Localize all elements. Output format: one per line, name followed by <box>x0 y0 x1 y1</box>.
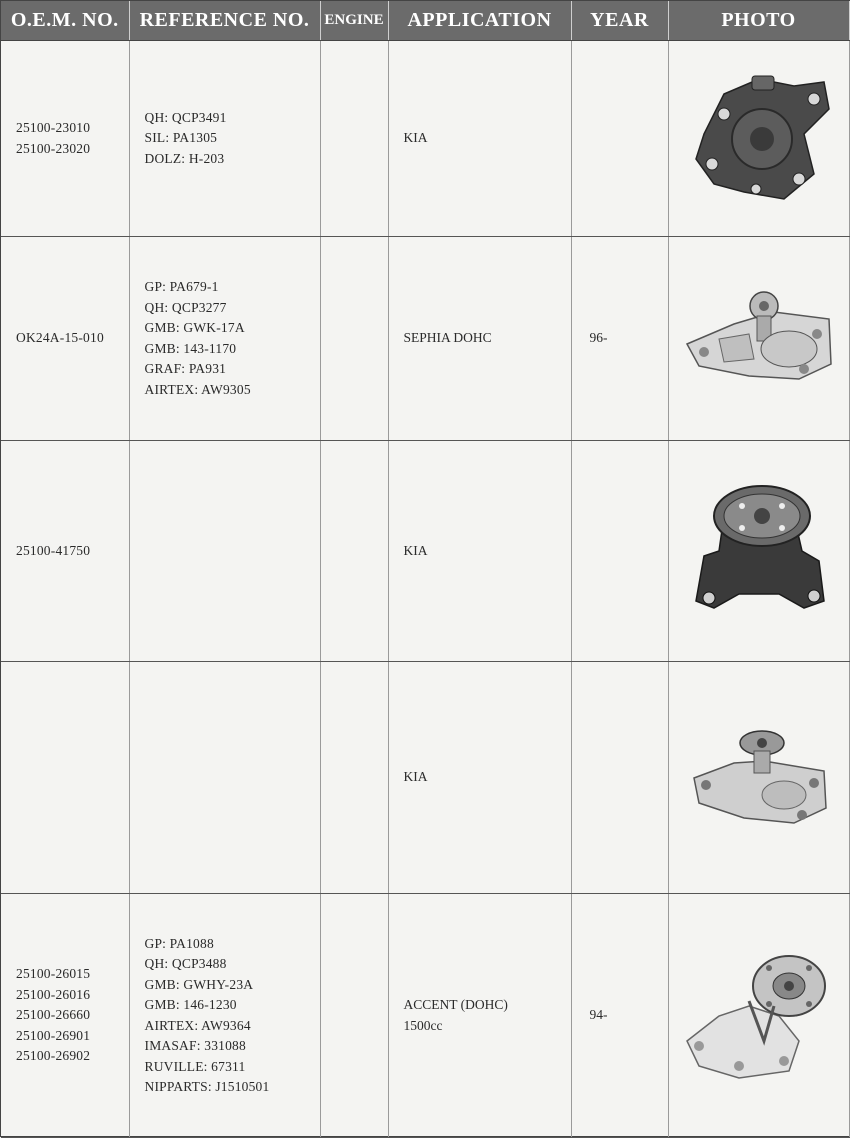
table-row <box>1 237 849 441</box>
reference-number: NIPPARTS: J1510501 <box>144 1079 270 1094</box>
oem-number: 25100-26902 <box>16 1048 91 1064</box>
engine-cell <box>320 41 388 237</box>
oem-cell <box>1 237 129 441</box>
reference-number: AIRTEX: AW9364 <box>144 1017 251 1033</box>
photo-cell <box>668 662 849 894</box>
header-year: YEAR <box>571 1 668 41</box>
reference-number: QH: QCP3491 <box>144 109 227 125</box>
application-text: SEPHIA DOHC <box>403 330 492 346</box>
reference-cell <box>129 894 320 1138</box>
table-row <box>1 662 849 894</box>
table-row <box>1 41 849 237</box>
oem-number: 25100-26901 <box>16 1027 91 1043</box>
photo-cell <box>668 894 849 1138</box>
application-cell <box>388 41 571 237</box>
oem-number: 25100-26660 <box>16 1007 91 1023</box>
application-text: KIA <box>403 769 428 785</box>
oem-number: OK24A-15-010 <box>16 330 104 346</box>
header-engine: ENGINE <box>320 1 388 41</box>
reference-number: AIRTEX: AW9305 <box>144 381 251 397</box>
reference-number: SIL: PA1305 <box>144 130 218 146</box>
oem-number: 25100-26016 <box>16 986 91 1002</box>
engine-cell <box>320 441 388 662</box>
water-pump-photo-icon <box>684 64 834 214</box>
water-pump-photo-icon <box>684 476 834 626</box>
oem-cell <box>1 662 129 894</box>
photo-cell <box>668 41 849 237</box>
table-row <box>1 894 849 1138</box>
reference-number: QH: QCP3277 <box>144 299 227 315</box>
reference-number: RUVILLE: 67311 <box>144 1058 246 1074</box>
header-row <box>1 1 849 41</box>
reference-number: GMB: GWHY-23A <box>144 976 254 992</box>
oem-number: 25100-41750 <box>16 542 91 558</box>
header-oem: O.E.M. NO. <box>1 1 129 41</box>
oem-number: 25100-23020 <box>16 140 91 156</box>
oem-cell <box>1 41 129 237</box>
reference-cell <box>129 41 320 237</box>
application-text: ACCENT (DOHC) <box>403 997 508 1012</box>
oem-number: 25100-26015 <box>16 966 91 982</box>
header-photo: PHOTO <box>668 1 849 41</box>
application-cell <box>388 237 571 441</box>
engine-cell <box>320 237 388 441</box>
water-pump-photo-icon <box>679 284 839 394</box>
year-cell <box>571 441 668 662</box>
year-cell: 94- <box>571 894 668 1138</box>
reference-cell <box>129 662 320 894</box>
water-pump-photo-icon <box>679 946 839 1086</box>
engine-cell <box>320 894 388 1138</box>
application-cell <box>388 662 571 894</box>
reference-number: GMB: GWK-17A <box>144 320 245 335</box>
engine-cell <box>320 662 388 894</box>
photo-cell <box>668 441 849 662</box>
oem-number: 25100-23010 <box>16 120 91 135</box>
oem-cell <box>1 441 129 662</box>
reference-number: GMB: 146-1230 <box>144 997 237 1012</box>
reference-cell <box>129 441 320 662</box>
table-row <box>1 441 849 662</box>
reference-number: GP: PA1088 <box>144 935 214 951</box>
header-reference: REFERENCE NO. <box>129 1 320 41</box>
water-pump-photo-icon <box>684 723 834 833</box>
oem-cell <box>1 894 129 1138</box>
application-text: KIA <box>403 130 428 146</box>
header-application: APPLICATION <box>388 1 571 41</box>
water-pump-catalog-table <box>1 1 850 1138</box>
reference-number: IMASAF: 331088 <box>144 1038 246 1053</box>
reference-number: QH: QCP3488 <box>144 956 227 971</box>
reference-number: DOLZ: H-203 <box>144 150 225 166</box>
photo-cell <box>668 237 849 441</box>
application-cell <box>388 441 571 662</box>
reference-number: GP: PA679-1 <box>144 279 219 294</box>
reference-number: GMB: 143-1170 <box>144 340 237 356</box>
application-cell <box>388 894 571 1138</box>
year-cell <box>571 662 668 894</box>
application-text: 1500cc <box>403 1017 443 1033</box>
reference-cell <box>129 237 320 441</box>
year-cell <box>571 41 668 237</box>
reference-number: GRAF: PA931 <box>144 361 227 376</box>
year-cell: 96- <box>571 237 668 441</box>
application-text: KIA <box>403 542 428 558</box>
